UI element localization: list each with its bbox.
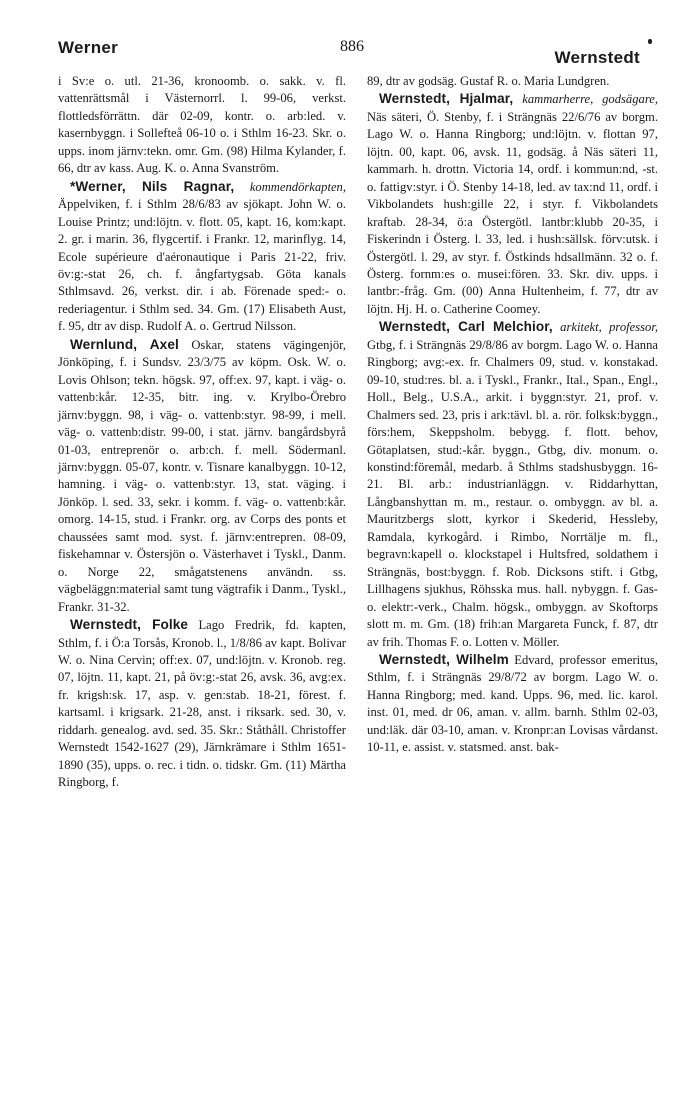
entry-text: 89, dtr av godsäg. Gustaf R. o. Maria Lundgren.: [367, 74, 610, 88]
entry-headword: Wernstedt, Wilhelm: [379, 651, 509, 667]
entry-werner-nils-ragnar: [58, 178, 346, 336]
entry-text: Äppelviken, f. i Sthlm 28/6/83 av sjökapt. John W. o. Louise Printz; und:löjtn. v. flott. 05, kapt. 16, kom:kapt. 2. gr. i marin. 36, flygcertif. i Frankr. 12, marinflyg. 14, Ecole supérieure d'aéronautique i Paris 21-22, friv. öv:g:-stat 26, ch. f. ångfartygsab. Göta kanals Sthlmsavd. 26, verkst. dir. i ab. Förenade sped:- o. rederiagentur. i Sthlm sed. 34. Gm. (17) Elisabeth Aust, f. 95, dtr av disp. Rudolf A. o. Gertrud Nilsson.: [58, 197, 346, 334]
entry-text: Oskar, statens vägingenjör, Jönköping, f. i Sundsv. 23/3/75 av köpm. Osk. W. o. Lovis Ohlson; tekn. högsk. 97, off:ex. 97, kapt. i väg- o. vattenb:kår. 12-35, bitr. ing. v. Krylbo-Örebro järnv:byggn. 98, i väg- o. vattenb:styr. 98-99, i mell. väg- o. vattenb:distr. 99-00, i stat. järnv. bangårdsbyrå 01-03, entreprenör o. arb:ch. f. mell. Södermanl. järnv:byggn. 05-07, kontr. v. Tisnare kanalbyggn. 10-12, hamning. i väg- o. vattenb:styr. 13, stat. väging. i Jönköp. l. sed. 33, sekr. i komm. f. väg- o. vattenb:kår. omorg. 14-15, stud. i Frankr. org. av Corps des ponts et chaussées samt mod. syst. f. järnv:entrepren. 08-09, fiskehamnar v. Östersjön o. Västerhavet i Tyskl., Danm. o. Norge 22, smågatstenens användn. ss. vägbeläggn:material samt tung vägtrafik i Danm., Tyskl., Frankr. 31-32.: [58, 337, 346, 614]
entry-headword: *Werner, Nils Ragnar,: [70, 178, 235, 194]
entry-continuation: [367, 73, 658, 90]
entry-title: kammarherre, godsägare,: [522, 92, 658, 107]
entry-title: kommendörkapten,: [249, 179, 346, 194]
entry-headword: Wernstedt, Carl Melchior,: [379, 319, 553, 335]
entry-title: arkitekt, professor,: [560, 320, 658, 335]
entry-wernstedt-folke: [58, 616, 346, 792]
header-left-word: Werner: [58, 38, 119, 57]
page-number: 886: [340, 38, 364, 55]
left-column: [58, 73, 346, 792]
entry-wernstedt-wilhelm: [367, 651, 658, 757]
entry-text: i Sv:e o. utl. 21-36, kronoomb. o. sakk. v. fl. vattenrättsmål i Västernorrl. l. 99-06, verkst. flottledsförrättn. där 02-09, kontr. o. arb:led. v. kasernbyggn. i Sollefteå 06-10 o. i Sthlm 16-23. Skr. o. upps. inom järnv:tekn. omr. Gm. (98) Hilma Kylander, f. 66, dtr av kass. Aug. K. o. Anna Svanström.: [58, 74, 346, 176]
print-speck: [648, 39, 652, 44]
entry-wernstedt-hjalmar: [367, 90, 658, 318]
right-column: [367, 73, 658, 757]
entry-text: Näs säteri, Ö. Stenby, f. i Strängnäs 22/6/76 av borgm. Lago W. o. Hanna Ringborg; und:löjtn. v. flottan 97, löjtn. 00, kapt. 06, avsk. 11, godsäg. å Näs säteri 11, kammarh. h. drottn. Victoria 14, ordf. i kommun:nd, -st. o. fattigv:styr. i Ö. Stenby 14-18, led. av tax:nd 11, ordf. i Vikbolandets hush:gille 22, i styr. f. Vikbolandets kraftab. 28-34, ö:a Östergötl. lantbr:klubb 20-35, i Fiskerindn i Österg. l. 33, led. i hush:sällsk. förv:utsk. i Östergötl. l. 29, av styr. f. Östkinds hdsallmänn. 32 o. f. Österg. fornm:es o. musei:fören. 33. Skr. div. upps. i lantbr:-fråg. Gm. (00) Anna Hultenheim, f. 77, dtr av löjtn. Hj. H. o. Catherine Coomey.: [367, 109, 658, 316]
entry-text: Edvard, professor emeritus, Sthlm, f. i Strängnäs 29/8/72 av borgm. Lago W. o. Hanna Ringborg; med. kand. Upps. 96, med. lic. karol. inst. 01, med. dr 06, aman. v. allm. barnh. Sthlm 02-03, und:läk. där 03-10, aman. v. Kronpr:an Lovisas vårdanst. 10-11, e. assist. v. statsmed. anst. bak-: [367, 652, 658, 755]
entry-text: Gtbg, f. i Strängnäs 29/8/86 av borgm. Lago W. o. Hanna Ringborg; avg:-ex. fr. Chalmers 09, stud. v. konstakad. 09-10, stud:res. bl. a. i Tyskl., Frankr., Ital., Span., Engl., Holl., Belg., U.S.A., arkit. i byggn:styr. 21, prof. v. Chalmers sed. 23, pris i ark:tävl. bl. a. rör. folksk:byggn., förs:hem, Skeppsholm. bebygg. f. flott. behov, Götaplatsen, stud:-kår. byggn., Gtbg, div. monum. o. konstind:föremål, medarb. å Sthlms stadshusbyggn. 16-21. Bl. arb.: industrianläggn. v. Riddarhyttan, Långbanshyttan m. m., restaur. o. ombyggn. av bl. a. Mauritzbergs slott, kyrkor i Skederid, Hessleby, Ramdala, kyrkogård. i Rimbo, Norrtälje m. fl., begravn:kapell o. klockstapel i Hultsfred, soldathem i Strängnäs, bost:byggn. f. Rob. Dicksons stift. i Gtbg, Lillhagens sjukhus, Röhsska mus. hall. nybyggn. f. Gas- o. elektr:-verk., Chalm. högsk., ombyggn. av Skoftorps slott m. m. Gm. (18) frih:an Margareta Funck, f. 87, dtr av frih. Thomas F. o. Lotten v. Möller.: [367, 337, 658, 649]
entry-wernstedt-carl-melchior: [367, 318, 658, 651]
running-head: [58, 38, 640, 68]
entry-continuation: [58, 73, 346, 178]
header-right-word: Wernstedt: [554, 48, 640, 67]
entry-headword: Wernlund, Axel: [70, 336, 179, 352]
entry-wernlund-axel: [58, 336, 346, 616]
entry-headword: Wernstedt, Folke: [70, 617, 189, 633]
entry-headword: Wernstedt, Hjalmar,: [379, 91, 514, 107]
entry-text: Lago Fredrik, fd. kapten, Sthlm, f. i Ö:a Torsås, Kronob. l., 1/8/86 av kapt. Bolivar W. o. Nina Cervin; off:ex. 07, und:löjtn. v. Kronob. reg. 07, löjtn. 11, kapt. 21, på öv:g:-stat 26, avsk. 36, avg:ex. fr. krigsh:sk. 17, asp. v. gen:stab. 18-21, förest. f. kartsaml. i krigsark. 21-28, anst. i riksark. sed. 30, v. riddarh. genealog. avd. sed. 35. Skr.: Ståthåll. Christoffer Wernstedt 1542-1627 (29), Järnkrämare i Sthlm 1651-1890 (35), upps. o. rec. i tidn. o. tidskr. Gm. (11) Märtha Ringborg, f.: [58, 618, 347, 790]
